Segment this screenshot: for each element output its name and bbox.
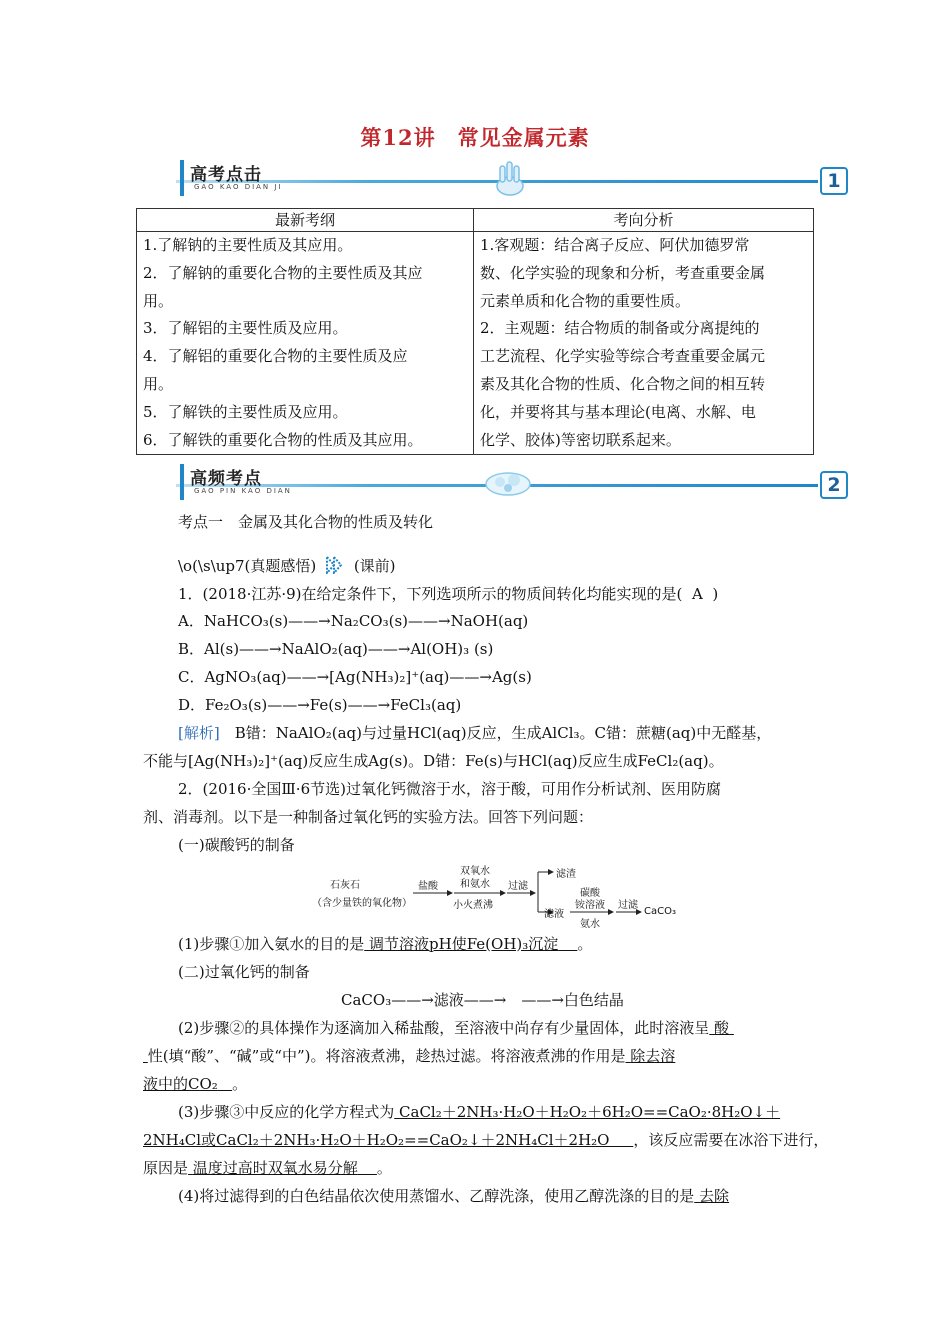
step-3-line-2 — [143, 1130, 828, 1150]
analysis-line-2: 不能与[Ag(NH₃)₂]⁺(aq)反应生成Ag(s)。D错：Fe(s)与HCl(aq)反应生成FeCl₂(aq)。 — [143, 752, 724, 770]
list-item: 用。 — [143, 374, 174, 393]
section-heading: 考点一 金属及其化合物的性质及转化 — [178, 513, 434, 531]
question-1-stem — [178, 584, 718, 604]
flow-node: 滤液 — [544, 909, 564, 920]
list-item: 化，并要将其与基本理论(电离、水解、电 — [480, 402, 756, 421]
step-4-line-1 — [178, 1186, 729, 1206]
question-answer: A — [691, 585, 703, 603]
flow-label: 盐酸 — [418, 881, 438, 892]
splash-icon — [480, 464, 536, 502]
step-text: (1)步骤①加入氨水的目的是 — [178, 935, 365, 953]
step-answer — [394, 1103, 780, 1121]
list-item: 化学、胶体)等密切联系起来。 — [480, 430, 681, 449]
list-item: 1.了解钠的主要性质及其应用。 — [143, 236, 353, 254]
table-header-left: 最新考纲 — [137, 209, 474, 232]
question-bracket: ) — [712, 585, 719, 603]
option-b: B．Al(s)——→NaAlO₂(aq)——→Al(OH)₃ (s) — [178, 640, 494, 658]
flow-label: 碳酸 — [580, 888, 600, 899]
syllabus-list — [137, 232, 474, 455]
table-header-right: 考向分析 — [474, 209, 814, 232]
flow-label: 铵溶液 — [575, 900, 605, 911]
answer-text: 2NH₄Cl或CaCl₂＋2NH₃·H₂O＋H₂O₂==CaO₂↓＋2NH₄Cl＋2H₂O — [143, 1131, 610, 1149]
flow-start: 石灰石 — [330, 880, 360, 891]
eq-field-line — [178, 556, 396, 576]
page-title: 第12讲 常见金属元素 — [360, 125, 590, 150]
eq-field-code: \o(\s\up7(真题感悟) — [178, 557, 317, 575]
flow-node: CaCO₃ — [644, 906, 676, 917]
step-2-line-3 — [143, 1074, 247, 1094]
step-2-line-2 — [143, 1046, 675, 1066]
option-d: D．Fe₂O₃(s)——→Fe(s)——→FeCl₃(aq) — [178, 696, 462, 714]
part-2-heading: (二)过氧化钙的制备 — [178, 963, 310, 981]
list-item: 4．了解铝的重要化合物的主要性质及应 — [143, 347, 408, 366]
list-item: 元素单质和化合物的重要性质。 — [480, 291, 691, 310]
step-answer — [364, 935, 577, 953]
step-text: (3)步骤③中反应的化学方程式为 — [178, 1103, 395, 1121]
list-item: 用。 — [143, 291, 174, 310]
flow-label: 氨水 — [580, 919, 600, 930]
answer-text: CaCl₂＋2NH₃·H₂O＋H₂O₂＋6H₂O==CaO₂·8H₂O↓＋ — [399, 1103, 781, 1121]
list-item: 6．了解铁的重要化合物的性质及其应用。 — [143, 430, 423, 449]
option-a: A．NaHCO₃(s)——→Na₂CO₃(s)——→NaOH(aq) — [178, 612, 529, 630]
list-item: 1.客观题：结合离子反应、阿伏加德罗常 — [480, 236, 750, 254]
section-number: 1 — [820, 167, 848, 195]
answer-text: 调节溶液pH使Fe(OH)₃沉淀 — [369, 935, 559, 953]
analysis-tag: [解析] — [178, 724, 220, 742]
analysis-line-1 — [178, 723, 771, 743]
banner-title: 高频考点 — [190, 469, 262, 489]
step-text: ，该反应需要在冰浴下进行， — [633, 1131, 829, 1149]
chevron-right-icon — [325, 556, 345, 574]
step-text: 原因是 — [143, 1159, 189, 1177]
step-answer — [143, 1075, 232, 1093]
flow-label: 和氨水 — [460, 879, 490, 890]
section-banner-1 — [176, 160, 848, 200]
step-text: 。 — [577, 935, 593, 953]
eq-field-suffix: (课前) — [353, 557, 396, 575]
list-item: 素及其化合物的性质、化合物之间的相互转 — [480, 374, 766, 393]
step-text: 性(填“酸”、“碱”或“中”)。将溶液煮沸，趁热过滤。将溶液煮沸的作用是 — [147, 1047, 626, 1065]
banner-pinyin: GAO PIN KAO DIAN — [194, 487, 292, 495]
analysis-list — [474, 232, 814, 455]
step-text: 。 — [232, 1075, 248, 1093]
banner-badge — [180, 464, 292, 500]
banner-badge — [180, 160, 283, 196]
list-item: 5．了解铁的主要性质及应用。 — [143, 402, 348, 421]
step-answer — [694, 1187, 729, 1205]
banner-title: 高考点击 — [190, 165, 262, 185]
flow-node: 滤渣 — [556, 869, 576, 880]
list-item: 数、化学实验的现象和分析，考查重要金属 — [480, 263, 766, 282]
answer-text: 液中的CO₂ — [143, 1075, 218, 1093]
flow-diagram-peroxide: CaCO₃——→滤液——→ ——→白色结晶 — [341, 991, 624, 1009]
list-item: 3．了解铝的主要性质及应用。 — [143, 319, 348, 338]
section-number: 2 — [820, 471, 848, 499]
flow-label: 过滤 — [508, 881, 528, 892]
syllabus-table — [136, 208, 814, 455]
question-2-line-2: 剂、消毒剂。以下是一种制备过氧化钙的实验方法。回答下列问题： — [143, 808, 594, 826]
step-3-line-3 — [143, 1158, 392, 1178]
flow-start-note: （含少量铁的氧化物） — [312, 898, 412, 909]
step-text: (4)将过滤得到的白色结晶依次使用蒸馏水、乙醇洗涤，使用乙醇洗涤的目的是 — [178, 1187, 695, 1205]
part-1-heading: (一)碳酸钙的制备 — [178, 836, 295, 854]
section-banner-2 — [176, 464, 848, 504]
step-answer — [143, 1131, 633, 1149]
step-2-line-1 — [178, 1018, 734, 1038]
list-item: 工艺流程、化学实验等综合考查重要金属元 — [480, 347, 766, 366]
analysis-text: B错：NaAlO₂(aq)与过量HCl(aq)反应，生成AlCl₃。C错：蔗糖(aq)中无醛基， — [219, 724, 772, 742]
answer-text: 温度过高时双氧水易分解 — [192, 1159, 358, 1177]
step-3-line-1 — [178, 1102, 780, 1122]
flow-diagram-calcium-carbonate — [312, 862, 692, 928]
answer-text: 去除 — [699, 1187, 730, 1205]
list-item: 2．主观题：结合物质的制备或分离提纯的 — [480, 319, 760, 338]
hand-icon — [486, 160, 534, 198]
question-stem: 1．(2018·江苏·9)在给定条件下，下列选项所示的物质间转化均能实现的是( — [178, 585, 683, 603]
flow-label: 双氧水 — [460, 866, 490, 877]
step-text: (2)步骤②的具体操作为逐滴加入稀盐酸，至溶液中尚存有少量固体，此时溶液呈 — [178, 1019, 710, 1037]
option-c: C．AgNO₃(aq)——→[Ag(NH₃)₂]⁺(aq)——→Ag(s) — [178, 668, 532, 686]
answer-text: 酸 — [714, 1019, 730, 1037]
step-answer — [709, 1019, 734, 1037]
flow-label: 过滤 — [618, 900, 638, 911]
banner-pinyin: GAO KAO DIAN JI — [194, 183, 283, 191]
step-answer — [626, 1047, 676, 1065]
step-answer — [188, 1159, 377, 1177]
step-text: 。 — [376, 1159, 392, 1177]
question-2-line-1: 2．(2016·全国Ⅲ·6节选)过氧化钙微溶于水，溶于酸，可用作分析试剂、医用防腐 — [178, 780, 721, 798]
flow-label: 小火煮沸 — [453, 900, 493, 911]
list-item: 2．了解钠的重要化合物的主要性质及其应 — [143, 263, 423, 282]
step-1-line — [178, 934, 592, 954]
answer-text: 除去溶 — [630, 1047, 676, 1065]
